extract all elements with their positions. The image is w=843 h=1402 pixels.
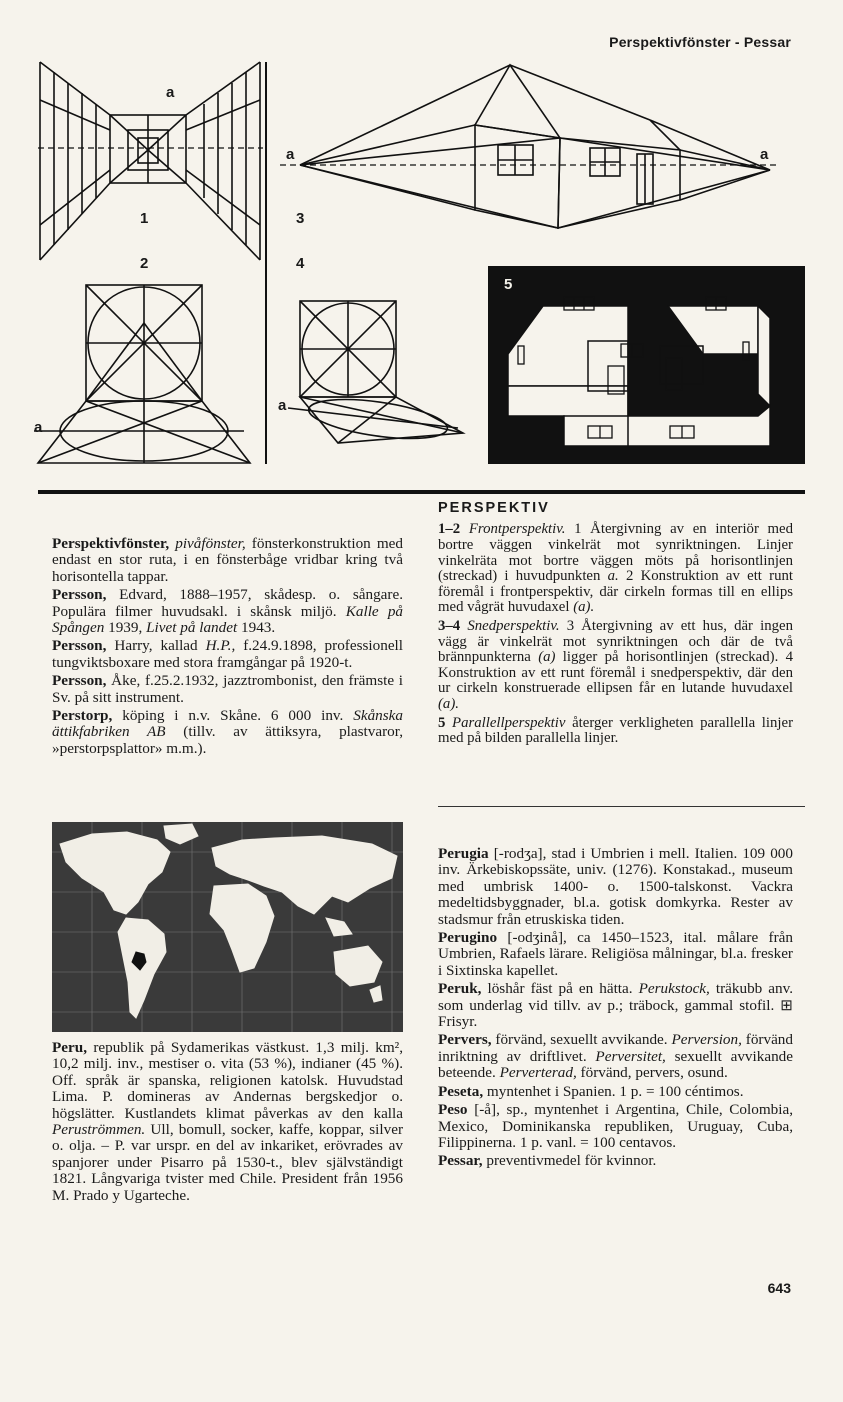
page-number: 643 xyxy=(767,1280,791,1296)
headword: Perstorp, xyxy=(52,707,113,725)
entry-perspektivfonster xyxy=(52,536,403,585)
caption-1-2-text2: 2 Konstruktion av ett runt föremål i frontperspektiv, där cirkeln formas till en ellips med vågrät huvudaxel xyxy=(438,568,793,616)
headword: Persson, xyxy=(52,586,107,604)
figure-divider xyxy=(265,62,267,464)
figure-4-axis-a-label: a xyxy=(278,397,287,414)
entry-text: löshår fäst på en hätta. xyxy=(487,980,633,998)
caption-1-2-a2: (a). xyxy=(573,599,595,616)
headword: Perugino xyxy=(438,929,498,947)
ocean-current: Peruströmmen. xyxy=(52,1121,146,1139)
world-map-peru xyxy=(52,822,403,1032)
figure-1-front-perspective-interior xyxy=(38,60,263,265)
entry-text: köping i n.v. Skåne. 6 000 inv. xyxy=(122,707,344,725)
headword: Perspektivfönster, xyxy=(52,535,170,552)
entry-text: Harry, kallad xyxy=(114,637,198,655)
caption-5-number: 5 xyxy=(438,714,446,731)
left-column-entries xyxy=(52,536,403,759)
derived-term: Perverterad, xyxy=(499,1064,577,1082)
derived-term: Perversitet, xyxy=(595,1047,666,1065)
entry-pessar xyxy=(438,1153,793,1169)
headword: Peruk, xyxy=(438,980,482,998)
figure-3-vanishing-point-right-label: a xyxy=(760,146,769,163)
derived-term: Perversion, xyxy=(671,1031,742,1049)
entry-text: [-rodʒa], stad i Umbrien i mell. Italien. 109 000 inv. Ärkebiskopssäte, univ. (1276). Konstakad., museum med umbrisk 1400- o. 1500-talskonst. Vackra medeltidsbyggnader, bl.a. gotisk domkyrka. Rester av stadsmur från etruskiska tiden. xyxy=(438,845,793,928)
caption-1-2-a: a. xyxy=(607,568,619,585)
figure-2-axis-a-label: a xyxy=(34,419,43,436)
headword: Peso xyxy=(438,1101,468,1119)
entry-text: f.24.9.1898, professionell tungviktsboxare med stora framgångar på 1920-t. xyxy=(52,637,403,671)
figure-5-drawing xyxy=(488,266,805,464)
entry-text: fönsterkonstruktion med endast en stor ruta, i en fönsterbåge vridbar kring två horisontella tappar. xyxy=(52,535,404,585)
company-name: Skånska ättikfabriken AB xyxy=(52,707,404,741)
right-column-entries xyxy=(438,846,793,1172)
figure-1-number: 1 xyxy=(140,210,149,227)
figure-1-point-a-label: a xyxy=(166,84,175,101)
figure-3-number: 3 xyxy=(296,210,305,227)
entry-peseta xyxy=(438,1084,793,1100)
figure-5-parallel-perspective xyxy=(488,266,805,464)
caption-rule xyxy=(438,806,805,807)
entry-peruk xyxy=(438,981,793,1030)
entry-perugia xyxy=(438,846,793,928)
entry-text: Åke, f.25.2.1932, jazztrombonist, den främste i Sv. på sitt instrument. xyxy=(52,672,404,706)
perspektiv-caption-block xyxy=(438,500,793,750)
entry-text: förvänd, sexuellt avvikande. xyxy=(495,1031,668,1049)
caption-3-4-a: (a) xyxy=(538,649,556,666)
nickname: H.P., xyxy=(205,637,236,655)
headword: Peru, xyxy=(52,1039,88,1056)
entry-text: sexuellt avvikande beteende. xyxy=(438,1047,794,1082)
caption-3-4-term: Snedperspektiv. xyxy=(467,617,560,634)
derived-term: Perukstock, xyxy=(638,980,710,998)
figure-4-number: 4 xyxy=(296,255,305,272)
film-title: Livet på landet xyxy=(146,619,238,637)
figure-2-drawing xyxy=(34,283,254,468)
figure-3-oblique-perspective-house xyxy=(280,60,780,235)
perspektiv-title: PERSPEKTIV xyxy=(438,500,550,516)
figure-2-number: 2 xyxy=(140,255,149,272)
entry-perugino xyxy=(438,930,793,979)
entry-peru xyxy=(52,1040,403,1206)
caption-3-4-text2: ligger på horisontlinjen (streckad). 4 Konstruktion av ett runt föremål i snedperspektiv, där den ur cirkeln konstruerade ellipsen får en lutande huvudaxel xyxy=(438,649,793,697)
caption-1-2-number: 1–2 xyxy=(438,521,461,538)
entry-text: republik på Sydamerikas västkust. 1,3 milj. km², 10,2 milj. inv., mestiser o. vita (53 %), indianer (45 %). Off. språk är spanska, religionen katolsk. Huvudstad Lima. P. domineras av Andernas bergskedjor o. högslätter. Kustlandets klimat påverkas av den kalla xyxy=(52,1039,404,1122)
headword: Persson, xyxy=(52,672,107,690)
entry-pervers xyxy=(438,1032,793,1081)
entry-text: Ull, bomull, socker, kaffe, koppar, silver o. olja. – P. var urspr. en del av inkariket, erövrades av spanjorer under Pisarro på 1530-t., blev självständigt 1821. Långvariga tvister med Chile. President från 1956 M. Prado y Ugarteche. xyxy=(52,1121,403,1204)
caption-3-4 xyxy=(438,619,793,713)
entry-persson-ake xyxy=(52,673,403,706)
caption-1-2-term: Frontperspektiv. xyxy=(468,521,566,538)
caption-1-2-text: 1 Återgivning av en interiör med bortre väggen vinkelrät mot synriktningen. Linjer vinkelräta mot bortre väggen möts på horisontlinjen (streckad) i huvudpunkten xyxy=(438,521,794,585)
entry-peso xyxy=(438,1102,793,1151)
caption-5-text: återger verkligheten parallella linjer med på bilden parallella linjer. xyxy=(438,714,794,747)
caption-5 xyxy=(438,716,793,747)
entry-text: (tillv. av ättiksyra, plastvaror, »perstorpsplattor» m.m.). xyxy=(52,723,404,757)
caption-1-2 xyxy=(438,522,793,616)
section-rule xyxy=(38,490,805,494)
entry-perstorp xyxy=(52,708,403,757)
entry-text: [-odʒinå], ca 1450–1523, ital. målare från Umbrien, Rafaels lärare. Religiösa målningar, bl.a. fresker i Sixtinska kapellet. xyxy=(438,929,794,979)
entry-persson-edvard xyxy=(52,587,403,636)
caption-3-4-a2: (a). xyxy=(438,695,459,712)
entry-text: förvänd, pervers, osund. xyxy=(580,1064,728,1082)
entry-text: myntenhet i Spanien. 1 p. = 100 céntimos. xyxy=(486,1082,744,1100)
headword: Peseta, xyxy=(438,1082,484,1100)
entry-text: [-å], sp., myntenhet i Argentina, Chile, Colombia, Mexico, Dominikanska republiken, Uruguay, Cuba, Filippinerna. 1 p. vanl. = 100 centavos. xyxy=(438,1101,794,1151)
world-map-drawing xyxy=(52,822,403,1032)
caption-5-term: Parallellperspektiv xyxy=(452,714,566,731)
caption-3-4-number: 3–4 xyxy=(438,617,461,634)
film-year: 1939, xyxy=(108,619,143,637)
entry-text: förvänd inriktning av driftlivet. xyxy=(438,1031,793,1065)
figure-3-drawing xyxy=(280,60,780,235)
headword: Perugia xyxy=(438,845,489,862)
entry-variant: pivåfönster, xyxy=(175,535,246,552)
headword: Pervers, xyxy=(438,1031,492,1049)
headword: Persson, xyxy=(52,637,107,655)
figure-4-drawing xyxy=(278,293,468,448)
film-year: 1943. xyxy=(241,619,276,637)
caption-3-4-text: 3 Återgivning av ett hus, där ingen vägg är vinkelrät mot synriktningen och där de två brännpunkterna xyxy=(438,617,793,666)
figure-1-drawing xyxy=(38,60,263,265)
running-header: Perspektivfönster - Pessar xyxy=(609,34,791,50)
figure-5-number: 5 xyxy=(504,276,513,293)
entry-persson-harry xyxy=(52,638,403,671)
entry-text: Edvard, 1888–1957, skådesp. o. sångare. Populära filmer huvudsakl. i skånsk miljö. xyxy=(52,586,403,620)
entry-text: träkubb anv. som underlag vid tillv. av p.; träbock, gammal stofil. ⊞ Frisyr. xyxy=(438,980,794,1031)
headword: Pessar, xyxy=(438,1152,483,1170)
figure-3-vanishing-point-left-label: a xyxy=(286,146,295,163)
film-title: Kalle på Spången xyxy=(52,602,404,637)
entry-text: preventivmedel för kvinnor. xyxy=(486,1152,657,1170)
